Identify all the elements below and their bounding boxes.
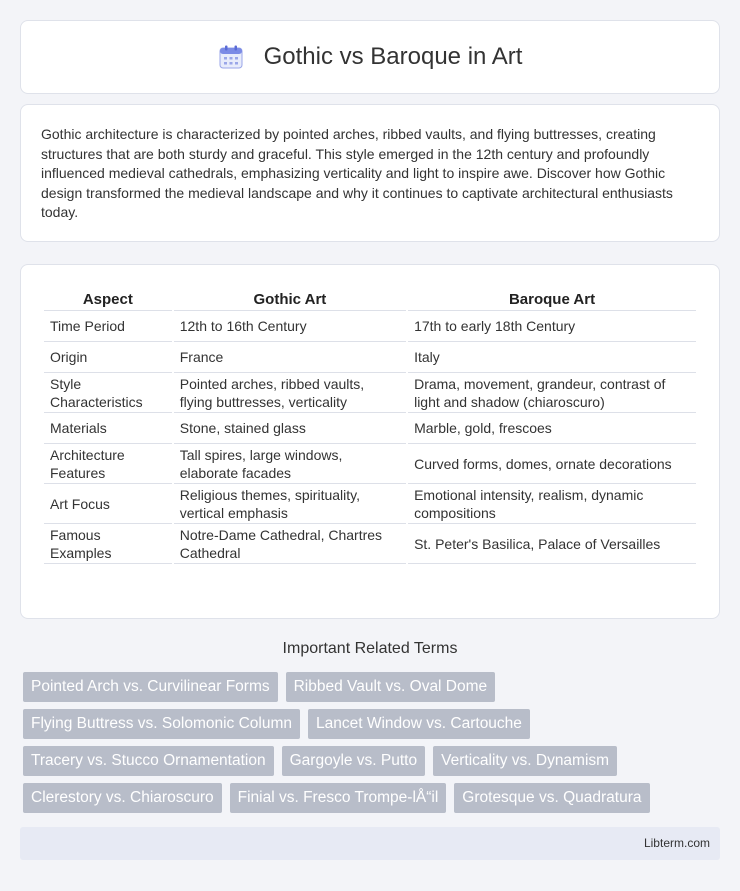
table-cell: Stone, stained glass: [174, 413, 406, 444]
term-tag[interactable]: Gargoyle vs. Putto: [282, 746, 426, 776]
table-cell: 17th to early 18th Century: [408, 311, 696, 342]
term-tag[interactable]: Tracery vs. Stucco Ornamentation: [23, 746, 274, 776]
header-card: [20, 20, 720, 94]
table-cell: Marble, gold, frescoes: [408, 413, 696, 444]
term-tag[interactable]: Clerestory vs. Chiaroscuro: [23, 783, 222, 813]
table-row: [44, 484, 696, 524]
table-cell: Emotional intensity, realism, dynamic compositions: [408, 484, 696, 524]
table-cell: St. Peter's Basilica, Palace of Versailles: [408, 524, 696, 564]
table-cell: Pointed arches, ribbed vaults, flying buttresses, verticality: [174, 373, 406, 413]
table-cell: Architecture Features: [44, 444, 172, 484]
table-cell: Famous Examples: [44, 524, 172, 564]
table-header: Gothic Art: [174, 287, 406, 311]
page-title: Gothic vs Baroque in Art: [263, 43, 523, 70]
table-cell: Curved forms, domes, ornate decorations: [408, 444, 696, 484]
table-cell: Style Characteristics: [44, 373, 172, 413]
term-tag[interactable]: Pointed Arch vs. Curvilinear Forms: [23, 672, 278, 702]
table-cell: Art Focus: [44, 484, 172, 524]
footer: [20, 827, 720, 860]
term-tag[interactable]: Grotesque vs. Quadratura: [454, 783, 649, 813]
table-cell: Materials: [44, 413, 172, 444]
table-cell: Notre-Dame Cathedral, Chartres Cathedral: [174, 524, 406, 564]
tag-row: [23, 783, 723, 813]
table-header-row: [44, 287, 696, 311]
table-row: [44, 373, 696, 413]
table-header: Baroque Art: [408, 287, 696, 311]
table-cell: France: [174, 342, 406, 373]
tag-row: [23, 709, 723, 739]
header-inner: [218, 43, 523, 71]
related-terms-title: Important Related Terms: [282, 640, 458, 657]
term-tag[interactable]: Ribbed Vault vs. Oval Dome: [286, 672, 496, 702]
term-tag[interactable]: Flying Buttress vs. Solomonic Column: [23, 709, 300, 739]
table-header: Aspect: [44, 287, 172, 311]
table-row: [44, 444, 696, 484]
comparison-table: [42, 287, 698, 564]
table-row: [44, 311, 696, 342]
intro-card: [20, 104, 720, 242]
related-terms-list: [23, 672, 723, 820]
table-cell: Tall spires, large windows, elaborate facades: [174, 444, 406, 484]
tag-row: [23, 746, 723, 776]
calendar-icon: [218, 44, 244, 70]
table-row: [44, 342, 696, 373]
intro-paragraph: Gothic architecture is characterized by pointed arches, ribbed vaults, and flying buttresses, creating structures that are both sturdy and graceful. This style emerged in the 12th century and profoundly influenced medieval cathedrals, emphasizing verticality and light to inspire awe. Discover how Gothic design transformed the medieval landscape and why it continues to captivate architectural enthusiasts today.: [41, 126, 673, 220]
table-row: [44, 524, 696, 564]
comparison-card: [20, 264, 720, 619]
table-cell: Drama, movement, grandeur, contrast of light and shadow (chiaroscuro): [408, 373, 696, 413]
table-cell: Origin: [44, 342, 172, 373]
table-cell: Italy: [408, 342, 696, 373]
tag-row: [23, 672, 723, 702]
footer-link[interactable]: Libterm.com: [643, 836, 710, 850]
table-cell: Religious themes, spirituality, vertical emphasis: [174, 484, 406, 524]
term-tag[interactable]: Verticality vs. Dynamism: [433, 746, 617, 776]
term-tag[interactable]: Finial vs. Fresco Trompe-lÅ“il: [230, 783, 447, 813]
table-row: [44, 413, 696, 444]
table-cell: Time Period: [44, 311, 172, 342]
table-cell: 12th to 16th Century: [174, 311, 406, 342]
term-tag[interactable]: Lancet Window vs. Cartouche: [308, 709, 530, 739]
